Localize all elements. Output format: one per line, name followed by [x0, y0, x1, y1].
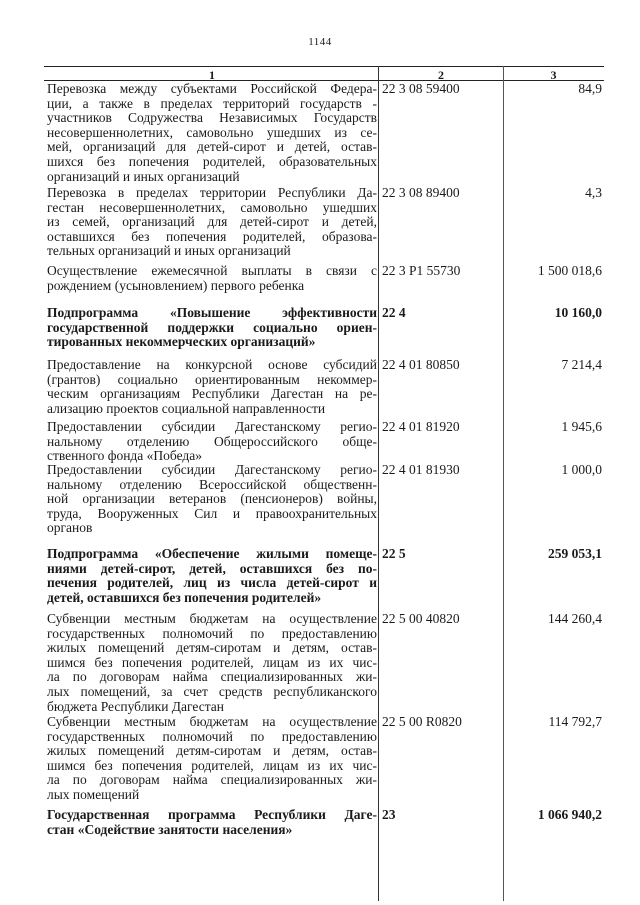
row-code: 22 4 01 81930	[382, 462, 460, 477]
row-code: 22 5	[382, 546, 406, 561]
description-line: (грантов) социально ориентированным некоммер-	[47, 371, 377, 387]
description-line: гестан несовершеннолетних, самовольно ушедших	[47, 199, 377, 215]
description-line: Предоставлении субсидии Дагестанскому регио-	[47, 419, 377, 434]
row-amount: 259 053,1	[548, 546, 602, 561]
row-code: 22 5 00 R0820	[382, 714, 462, 729]
description-line: ниями детей-сирот, детей, оставшихся без по-	[47, 560, 377, 576]
column-divider-2	[503, 66, 504, 901]
description-line: государственных полномочий по предоставлению	[47, 728, 377, 744]
description-line: стан «Содействие занятости населения»	[47, 821, 293, 837]
description-line: бюджета Республики Дагестан	[47, 698, 224, 714]
description-line: лых помещений, за счет средств республиканского	[47, 683, 377, 699]
description-line: ции, а также в пределах территорий государств -	[47, 95, 377, 111]
description-line: нальному отделению Общероссийского обще-	[47, 433, 377, 449]
row-description	[47, 420, 377, 464]
description-line: ла по договорам найма специализированных жи-	[47, 772, 377, 788]
row-description	[47, 358, 377, 416]
description-line: жилых помещений детям-сиротам и детям, остав-	[47, 743, 377, 759]
description-line: организаций и иных организаций	[47, 168, 240, 184]
description-line: рождением (усыновлением) первого ребенка	[47, 277, 305, 293]
description-line: Осуществление ежемесячной выплаты в связи с	[47, 263, 377, 278]
row-amount: 114 792,7	[548, 714, 602, 729]
description-line: Субвенции местным бюджетам на осуществление	[47, 714, 377, 729]
description-line: шихся без попечения родителей, образовательных	[47, 153, 377, 169]
row-description	[47, 463, 377, 536]
description-line: шимся без попечения родителей, лицам из их чис-	[47, 654, 377, 670]
description-line: из семей, организаций для детей-сирот и детей,	[47, 214, 377, 230]
description-line: тированных некоммерческих организаций»	[47, 334, 316, 350]
description-line: ственного фонда «Победа»	[47, 448, 203, 464]
column-header-2: 2	[438, 68, 444, 82]
row-code: 22 4 01 80850	[382, 357, 460, 372]
row-description	[47, 612, 377, 714]
description-line: Государственная программа Республики Даге-	[47, 807, 377, 822]
description-line: Подпрограмма «Обеспечение жилыми помеще-	[47, 546, 377, 561]
description-line: оставшихся без попечения родителей, образова-	[47, 228, 377, 244]
row-amount: 84,9	[578, 81, 602, 96]
description-line: ализацию проектов социальной направленности	[47, 400, 326, 416]
description-line: Предоставление на конкурсной основе субсидий	[47, 357, 377, 372]
row-description	[47, 82, 377, 184]
description-line: участников Содружества Независимых Государств	[47, 110, 377, 126]
description-line: Субвенции местным бюджетам на осуществление	[47, 611, 377, 626]
description-line: детей, оставшихся без попечения родителей»	[47, 589, 322, 605]
row-code: 23	[382, 807, 396, 822]
description-line: несовершеннолетних, самовольно ушедших из се-	[47, 124, 377, 140]
row-description	[47, 547, 377, 605]
row-description	[47, 306, 377, 350]
description-line: нальному отделению Всероссийской общественн-	[47, 476, 377, 492]
column-header-1: 1	[209, 68, 215, 82]
row-description	[47, 264, 377, 293]
row-amount: 7 214,4	[561, 357, 602, 372]
description-line: Перевозка между субъектами Российской Федера-	[47, 81, 377, 96]
description-line: ла по договорам найма специализированных жи-	[47, 669, 377, 685]
description-line: ческим организациям Республики Дагестан на ре-	[47, 386, 377, 402]
row-amount: 10 160,0	[554, 305, 602, 320]
description-line: государственной поддержки социально ориен-	[47, 319, 377, 335]
row-description	[47, 715, 377, 803]
row-amount: 1 945,6	[561, 419, 602, 434]
description-line: жилых помещений детям-сиротам и детям, остав-	[47, 640, 377, 656]
row-code: 22 4	[382, 305, 406, 320]
description-line: печения родителей, лиц из числа детей-сирот и	[47, 575, 377, 591]
description-line: Предоставлении субсидии Дагестанскому регио-	[47, 462, 377, 477]
row-description	[47, 186, 377, 259]
row-code: 22 5 00 40820	[382, 611, 460, 626]
description-line: ной организации ветеранов (пенсионеров) войны,	[47, 491, 377, 507]
description-line: Подпрограмма «Повышение эффективности	[47, 305, 377, 320]
column-header-3: 3	[550, 68, 557, 82]
description-line: органов	[47, 520, 93, 536]
row-amount: 1 500 018,6	[537, 263, 602, 278]
row-description	[47, 808, 377, 837]
page-number: 1144	[308, 36, 332, 48]
table-top-rule	[44, 66, 604, 67]
row-code: 22 3 P1 55730	[382, 263, 461, 278]
description-line: мей, организаций для детей-сирот и детей, остав-	[47, 139, 377, 155]
description-line: государственных полномочий по предоставлению	[47, 625, 377, 641]
row-code: 22 3 08 59400	[382, 81, 460, 96]
description-line: шимся без попечения родителей, лицам из их чис-	[47, 757, 377, 773]
row-amount: 144 260,4	[548, 611, 602, 626]
description-line: лых помещений	[47, 786, 140, 802]
row-code: 22 3 08 89400	[382, 185, 460, 200]
row-amount: 4,3	[585, 185, 602, 200]
row-code: 22 4 01 81920	[382, 419, 460, 434]
row-amount: 1 066 940,2	[537, 807, 602, 822]
row-amount: 1 000,0	[561, 462, 602, 477]
description-line: труда, Вооруженных Сил и правоохранительных	[47, 505, 377, 521]
description-line: тельных организаций и иных организаций	[47, 243, 291, 259]
column-divider-1	[378, 66, 379, 901]
description-line: Перевозка в пределах территории Республики Да-	[47, 185, 377, 200]
